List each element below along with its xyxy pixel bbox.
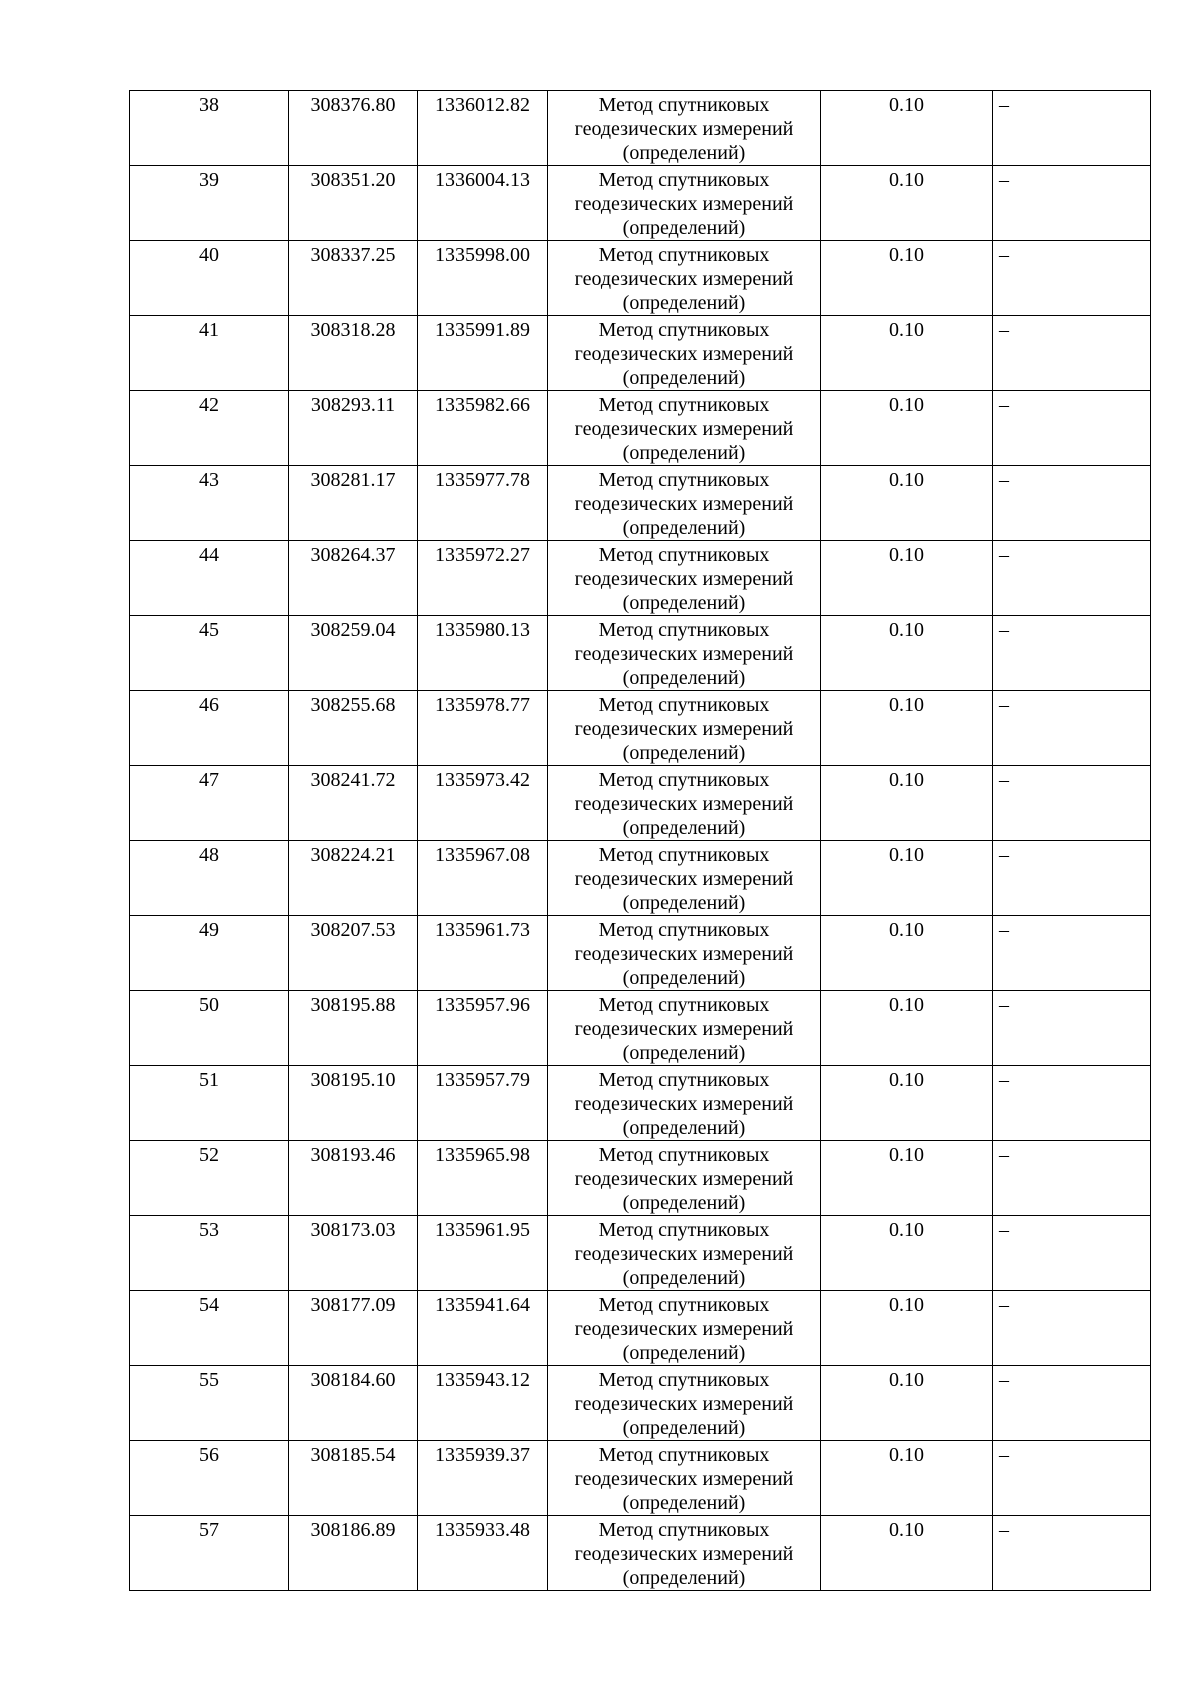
point-number-cell: 47 [130, 766, 289, 841]
y-coordinate-cell: 1335957.79 [418, 1066, 548, 1141]
method-cell: Метод спутниковых геодезических измерений (определений) [548, 766, 821, 841]
description-cell: – [993, 1441, 1151, 1516]
description-cell: – [993, 616, 1151, 691]
description-cell: – [993, 541, 1151, 616]
point-number-cell: 48 [130, 841, 289, 916]
method-cell: Метод спутниковых геодезических измерений (определений) [548, 691, 821, 766]
table-row [130, 991, 1151, 1066]
accuracy-cell: 0.10 [821, 91, 993, 166]
point-number-cell: 51 [130, 1066, 289, 1141]
table-row [130, 916, 1151, 991]
y-coordinate-cell: 1336004.13 [418, 166, 548, 241]
y-coordinate-cell: 1335967.08 [418, 841, 548, 916]
x-coordinate-cell: 308281.17 [289, 466, 418, 541]
description-cell: – [993, 1216, 1151, 1291]
description-cell: – [993, 466, 1151, 541]
y-coordinate-cell: 1335998.00 [418, 241, 548, 316]
x-coordinate-cell: 308193.46 [289, 1141, 418, 1216]
y-coordinate-cell: 1335939.37 [418, 1441, 548, 1516]
description-cell: – [993, 1516, 1151, 1591]
y-coordinate-cell: 1335991.89 [418, 316, 548, 391]
description-cell: – [993, 1066, 1151, 1141]
method-cell: Метод спутниковых геодезических измерений (определений) [548, 316, 821, 391]
description-cell: – [993, 991, 1151, 1066]
x-coordinate-cell: 308255.68 [289, 691, 418, 766]
description-cell: – [993, 1366, 1151, 1441]
accuracy-cell: 0.10 [821, 1516, 993, 1591]
table-row [130, 766, 1151, 841]
accuracy-cell: 0.10 [821, 1291, 993, 1366]
y-coordinate-cell: 1335980.13 [418, 616, 548, 691]
accuracy-cell: 0.10 [821, 841, 993, 916]
x-coordinate-cell: 308185.54 [289, 1441, 418, 1516]
x-coordinate-cell: 308318.28 [289, 316, 418, 391]
table-row [130, 616, 1151, 691]
point-number-cell: 52 [130, 1141, 289, 1216]
y-coordinate-cell: 1335943.12 [418, 1366, 548, 1441]
table-row [130, 1441, 1151, 1516]
y-coordinate-cell: 1335977.78 [418, 466, 548, 541]
table-row [130, 691, 1151, 766]
accuracy-cell: 0.10 [821, 991, 993, 1066]
description-cell: – [993, 241, 1151, 316]
point-number-cell: 57 [130, 1516, 289, 1591]
x-coordinate-cell: 308195.88 [289, 991, 418, 1066]
x-coordinate-cell: 308186.89 [289, 1516, 418, 1591]
coordinates-table-body [130, 91, 1151, 1591]
description-cell: – [993, 841, 1151, 916]
method-cell: Метод спутниковых геодезических измерений (определений) [548, 541, 821, 616]
x-coordinate-cell: 308351.20 [289, 166, 418, 241]
method-cell: Метод спутниковых геодезических измерений (определений) [548, 991, 821, 1066]
table-row [130, 91, 1151, 166]
method-cell: Метод спутниковых геодезических измерений (определений) [548, 466, 821, 541]
table-row [130, 466, 1151, 541]
accuracy-cell: 0.10 [821, 616, 993, 691]
table-row [130, 316, 1151, 391]
accuracy-cell: 0.10 [821, 166, 993, 241]
y-coordinate-cell: 1335961.73 [418, 916, 548, 991]
method-cell: Метод спутниковых геодезических измерений (определений) [548, 841, 821, 916]
method-cell: Метод спутниковых геодезических измерений (определений) [548, 1141, 821, 1216]
point-number-cell: 39 [130, 166, 289, 241]
description-cell: – [993, 391, 1151, 466]
accuracy-cell: 0.10 [821, 316, 993, 391]
y-coordinate-cell: 1335972.27 [418, 541, 548, 616]
x-coordinate-cell: 308259.04 [289, 616, 418, 691]
x-coordinate-cell: 308177.09 [289, 1291, 418, 1366]
table-row [130, 1516, 1151, 1591]
method-cell: Метод спутниковых геодезических измерений (определений) [548, 1441, 821, 1516]
point-number-cell: 45 [130, 616, 289, 691]
accuracy-cell: 0.10 [821, 916, 993, 991]
x-coordinate-cell: 308224.21 [289, 841, 418, 916]
point-number-cell: 38 [130, 91, 289, 166]
description-cell: – [993, 691, 1151, 766]
table-row [130, 1291, 1151, 1366]
y-coordinate-cell: 1335965.98 [418, 1141, 548, 1216]
y-coordinate-cell: 1336012.82 [418, 91, 548, 166]
description-cell: – [993, 1291, 1151, 1366]
table-row [130, 1066, 1151, 1141]
table-row [130, 241, 1151, 316]
method-cell: Метод спутниковых геодезических измерений (определений) [548, 241, 821, 316]
table-row [130, 166, 1151, 241]
x-coordinate-cell: 308376.80 [289, 91, 418, 166]
x-coordinate-cell: 308207.53 [289, 916, 418, 991]
x-coordinate-cell: 308337.25 [289, 241, 418, 316]
method-cell: Метод спутниковых геодезических измерений (определений) [548, 1216, 821, 1291]
accuracy-cell: 0.10 [821, 1216, 993, 1291]
x-coordinate-cell: 308184.60 [289, 1366, 418, 1441]
table-row [130, 1141, 1151, 1216]
accuracy-cell: 0.10 [821, 691, 993, 766]
point-number-cell: 49 [130, 916, 289, 991]
point-number-cell: 42 [130, 391, 289, 466]
method-cell: Метод спутниковых геодезических измерений (определений) [548, 1366, 821, 1441]
y-coordinate-cell: 1335961.95 [418, 1216, 548, 1291]
x-coordinate-cell: 308293.11 [289, 391, 418, 466]
table-row [130, 1216, 1151, 1291]
description-cell: – [993, 916, 1151, 991]
method-cell: Метод спутниковых геодезических измерений (определений) [548, 916, 821, 991]
y-coordinate-cell: 1335941.64 [418, 1291, 548, 1366]
method-cell: Метод спутниковых геодезических измерений (определений) [548, 1516, 821, 1591]
point-number-cell: 53 [130, 1216, 289, 1291]
accuracy-cell: 0.10 [821, 1066, 993, 1141]
method-cell: Метод спутниковых геодезических измерений (определений) [548, 166, 821, 241]
method-cell: Метод спутниковых геодезических измерений (определений) [548, 616, 821, 691]
point-number-cell: 50 [130, 991, 289, 1066]
accuracy-cell: 0.10 [821, 1141, 993, 1216]
description-cell: – [993, 766, 1151, 841]
accuracy-cell: 0.10 [821, 541, 993, 616]
method-cell: Метод спутниковых геодезических измерений (определений) [548, 391, 821, 466]
y-coordinate-cell: 1335957.96 [418, 991, 548, 1066]
point-number-cell: 41 [130, 316, 289, 391]
x-coordinate-cell: 308195.10 [289, 1066, 418, 1141]
table-row [130, 841, 1151, 916]
point-number-cell: 46 [130, 691, 289, 766]
point-number-cell: 56 [130, 1441, 289, 1516]
description-cell: – [993, 166, 1151, 241]
coordinates-table [129, 90, 1151, 1591]
point-number-cell: 55 [130, 1366, 289, 1441]
method-cell: Метод спутниковых геодезических измерений (определений) [548, 91, 821, 166]
table-row [130, 391, 1151, 466]
accuracy-cell: 0.10 [821, 1441, 993, 1516]
accuracy-cell: 0.10 [821, 391, 993, 466]
table-row [130, 1366, 1151, 1441]
y-coordinate-cell: 1335978.77 [418, 691, 548, 766]
description-cell: – [993, 91, 1151, 166]
x-coordinate-cell: 308173.03 [289, 1216, 418, 1291]
accuracy-cell: 0.10 [821, 766, 993, 841]
accuracy-cell: 0.10 [821, 466, 993, 541]
y-coordinate-cell: 1335933.48 [418, 1516, 548, 1591]
point-number-cell: 43 [130, 466, 289, 541]
method-cell: Метод спутниковых геодезических измерений (определений) [548, 1291, 821, 1366]
table-row [130, 541, 1151, 616]
description-cell: – [993, 1141, 1151, 1216]
x-coordinate-cell: 308264.37 [289, 541, 418, 616]
accuracy-cell: 0.10 [821, 241, 993, 316]
point-number-cell: 44 [130, 541, 289, 616]
y-coordinate-cell: 1335982.66 [418, 391, 548, 466]
point-number-cell: 40 [130, 241, 289, 316]
method-cell: Метод спутниковых геодезических измерений (определений) [548, 1066, 821, 1141]
y-coordinate-cell: 1335973.42 [418, 766, 548, 841]
x-coordinate-cell: 308241.72 [289, 766, 418, 841]
description-cell: – [993, 316, 1151, 391]
accuracy-cell: 0.10 [821, 1366, 993, 1441]
point-number-cell: 54 [130, 1291, 289, 1366]
